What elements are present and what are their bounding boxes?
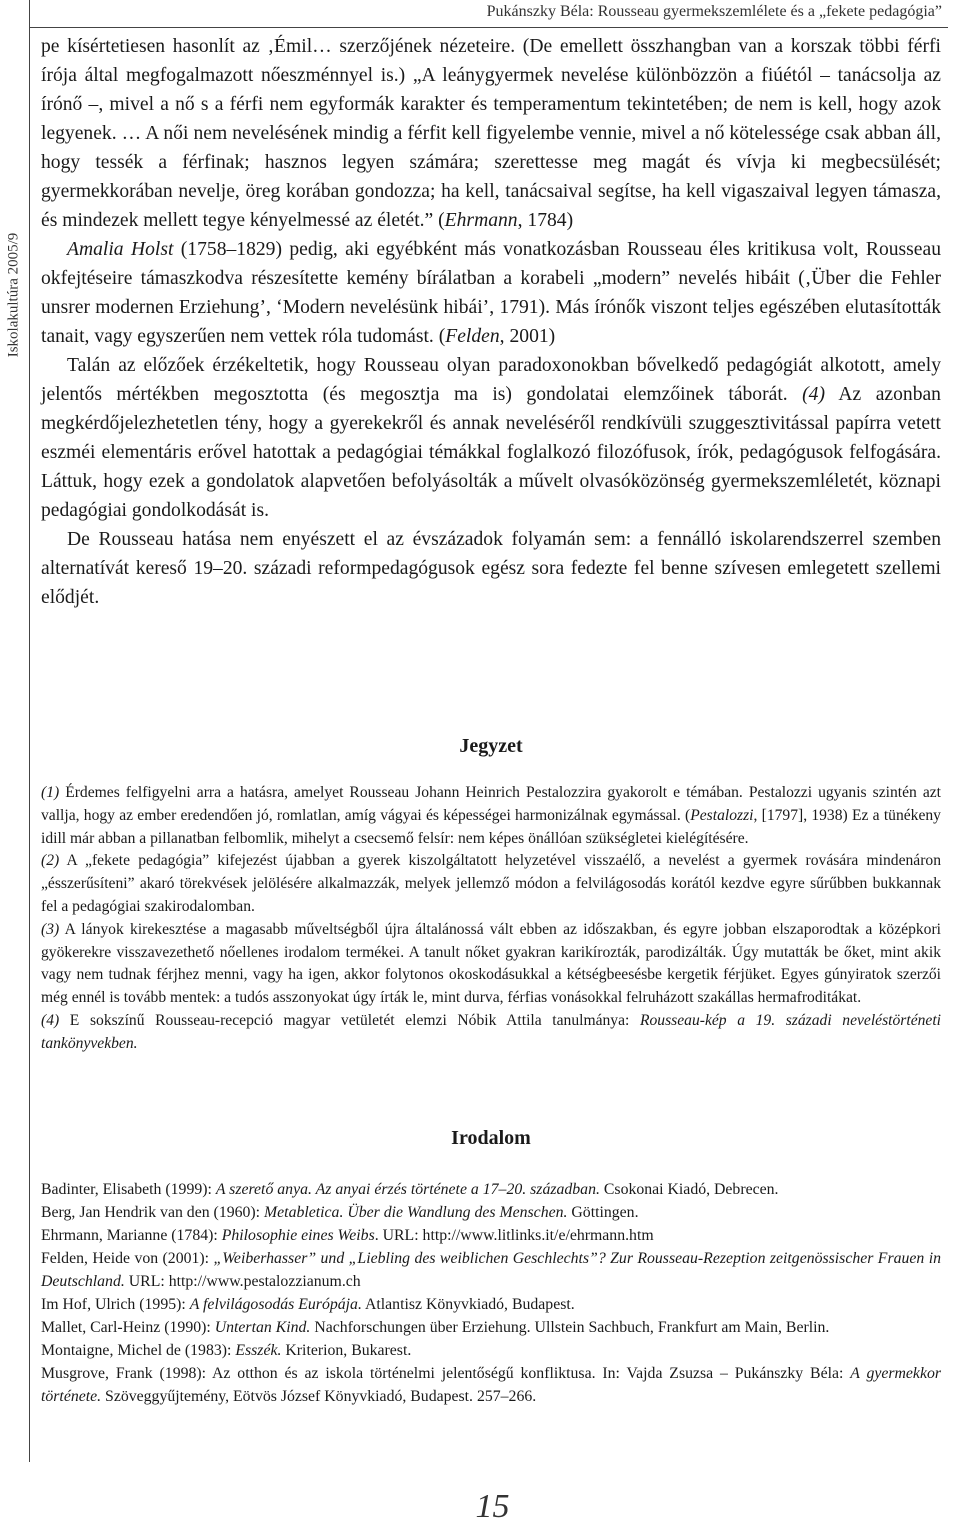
note-2: (2) A „fekete pedagógia” kifejezést újabban a gyerek kiszolgáltatott helyzetével visszaélő, a nevelést a gyermek rovására mindenáron „ésszerűsíteni” akaró törekvések jelölésére alkalmazzák, melyek jellemző módon a felvilágosodás korától kezdve egyre sűrűbben bukkannak fel a pedagógiai szakirodalomban. [41, 852, 941, 915]
reference-item: Felden, Heide von (2001): „Weiberhasser” und „Liebling des weiblichen Geschlechts”? Zur Rousseau-Rezeption zeitgenössischer Frauen in Deutschland. URL: http://www.pestalozzianum.ch [41, 1250, 941, 1290]
note-1: (1) Érdemes felfigyelni arra a hatásra, amelyet Rousseau Johann Heinrich Pestalozzira gyakorolt e témában. Pestalozzi ugyanis szintén azt vallja, hogy az ember eredendően jó, romlatlan, amíg vágyai és képességei harmonizálnak egymással. (Pestalozzi, [1797], 1938) Ez a tünékeny idill már abban a pillanatban felbomlik, mihelyt a csecsemő felsír: nem képes önállóan szükségletei kielégítésére. [41, 784, 941, 847]
reference-item: Mallet, Carl-Heinz (1990): Untertan Kind. Nachforschungen über Erziehung. Ullstein Sachbuch, Frankfurt am Main, Berlin. [41, 1319, 830, 1336]
person-name: Amalia Holst [67, 239, 174, 260]
note-4: (4) E sokszínű Rousseau-recepció magyar vetületét elemzi Nóbik Attila tanulmánya: Rousseau-kép a 19. századi neveléstörténeti tankönyvekben. [41, 1011, 942, 1052]
notes-heading: Jegyzet [459, 735, 523, 757]
paragraph-3: Talán az előzőek érzékeltetik, hogy Rousseau olyan paradoxonokban bővelkedő pedagógiát alkotott, amely jelentős mértékben megosztotta (és megosztja ma is) gondolatai elemzőinek táborát. (4) Az azonban megkérdőjelezhetetlen tény, hogy a gyerekekről és annak neveléséről rendkívüli szuggesztivitással papírra vetett eszméi elementáris erővel hatottak a pedagógiai témákkal foglalkozó filozófusok, írók, pedagógusok felfogására. Láttuk, hogy ezek a gondolatok alapvetően befolyásolták a művelt olvasóközönség gyermekszemléletét, köznapi pedagógiai gondolkodását is. [41, 355, 941, 521]
header-rule [29, 27, 948, 28]
journal-tag-text: Iskolakultúra 2005/9 [5, 232, 22, 358]
reference-item: Im Hof, Ulrich (1995): A felvilágosodás Európája. Atlantisz Könyvkiadó, Budapest. [41, 1296, 575, 1313]
citation: Ehrmann [444, 210, 518, 231]
running-head: Pukánszky Béla: Rousseau gyermekszemlélete és a „fekete pedagógia” [486, 3, 942, 20]
reference-item: Montaigne, Michel de (1983): Esszék. Kriterion, Bukarest. [41, 1342, 412, 1359]
page-number: 15 [475, 1488, 510, 1525]
note-3: (3) A lányok kirekesztése a magasabb műveltségből újra általánossá vált ebben az időszakban, és egyre jobban elszaporodtak a középkori gyökerekre visszavezethető nőellenes irodalom termékei. A tanult nőket gyakran karikírozták, parodizálták. Úgy mutatták be őket, mint akik vagy nem tudnak férjhez menni, vagy ha igen, akkor folytonos okoskodásukkal a kétségbeesésbe kergetik férjüket. Egyes gúnyiratok szerzői még ennél is tovább mentek: a tudós asszonyokat úgy írták le, mint durva, férfias vonásokkal felruházott szakállas hermafroditákat. [41, 920, 941, 1007]
paragraph-1: pe kísértetiesen hasonlít az ‚Émil… szerzőjének nézeteire. (De emellett összhangban van a korszak többi férfi írója által megfogalmazott nőeszménnyel is.) „A leánygyermek nevelése különbözzön a fiúétól – tanácsolja az írónő –, mivel a nő s a férfi nem egyformák karakter és temperamentum tekintetében; de nem is kell, hogy azok legyenek. … A női nem nevelésének mindig a férfit kell figyelembe vennie, mivel a nő kötelessége csak abban áll, hogy tessék a férfinak; hasznos legyen számára; szerettesse meg magát és vívja ki megbecsülését; gyermekkorában nevelje, öreg korában gondozza; ha kell, tanácsaival segítse, ha kell vigaszaival legyen támasza, és mindezek mellett tegye kényelmessé az életét.” (Ehrmann, 1784) [41, 36, 941, 231]
reference-item: Badinter, Elisabeth (1999): A szerető anya. Az anyai érzés története a 17–20. században. Csokonai Kiadó, Debrecen. [41, 1181, 779, 1198]
references-heading: Irodalom [451, 1127, 531, 1149]
references-section [41, 1178, 941, 1408]
reference-item: Ehrmann, Marianne (1784): Philosophie eines Weibs. URL: http://www.litlinks.it/e/ehrmann.htm [41, 1227, 654, 1244]
paragraph-4: De Rousseau hatása nem enyészett el az évszázadok folyamán sem: a fennálló iskolarendszerrel szemben alternatívát kereső 19–20. századi reformpedagógusok egész sora fedezte fel benne szívesen emlegetett szellemi elődjét. [41, 529, 941, 608]
note-reference: (4) [802, 384, 825, 405]
notes-section [41, 782, 941, 1056]
reference-item: Musgrove, Frank (1998): Az otthon és az iskola történelmi jelentőségű konfliktusa. In: Vajda Zsuzsa – Pukánszky Béla: A gyermekkor története. Szöveggyűjtemény, Eötvös József Könyvkiadó, Budapest. 257–266. [41, 1365, 941, 1405]
main-text [41, 32, 941, 612]
reference-item: Berg, Jan Hendrik van den (1960): Metabletica. Über die Wandlung des Menschen. Göttingen. [41, 1204, 639, 1221]
journal-tag [2, 200, 26, 390]
paragraph-2: Amalia Holst (1758–1829) pedig, aki egyébként más vonatkozásban Rousseau éles kritikusa volt, Rousseau okfejtéseire támaszkodva részesítette kemény bírálatban a korabeli „modern” nevelés hibáit (‚Über die Fehler unsrer modernen Erziehung’, ‘Modern nevelésünk hibái’, 1791). Más írónők viszont teljes egészében elutasították tanait, vagy egyszerűen nem vettek róla tudomást. (Felden, 2001) [41, 239, 941, 347]
citation: Felden [445, 326, 500, 347]
